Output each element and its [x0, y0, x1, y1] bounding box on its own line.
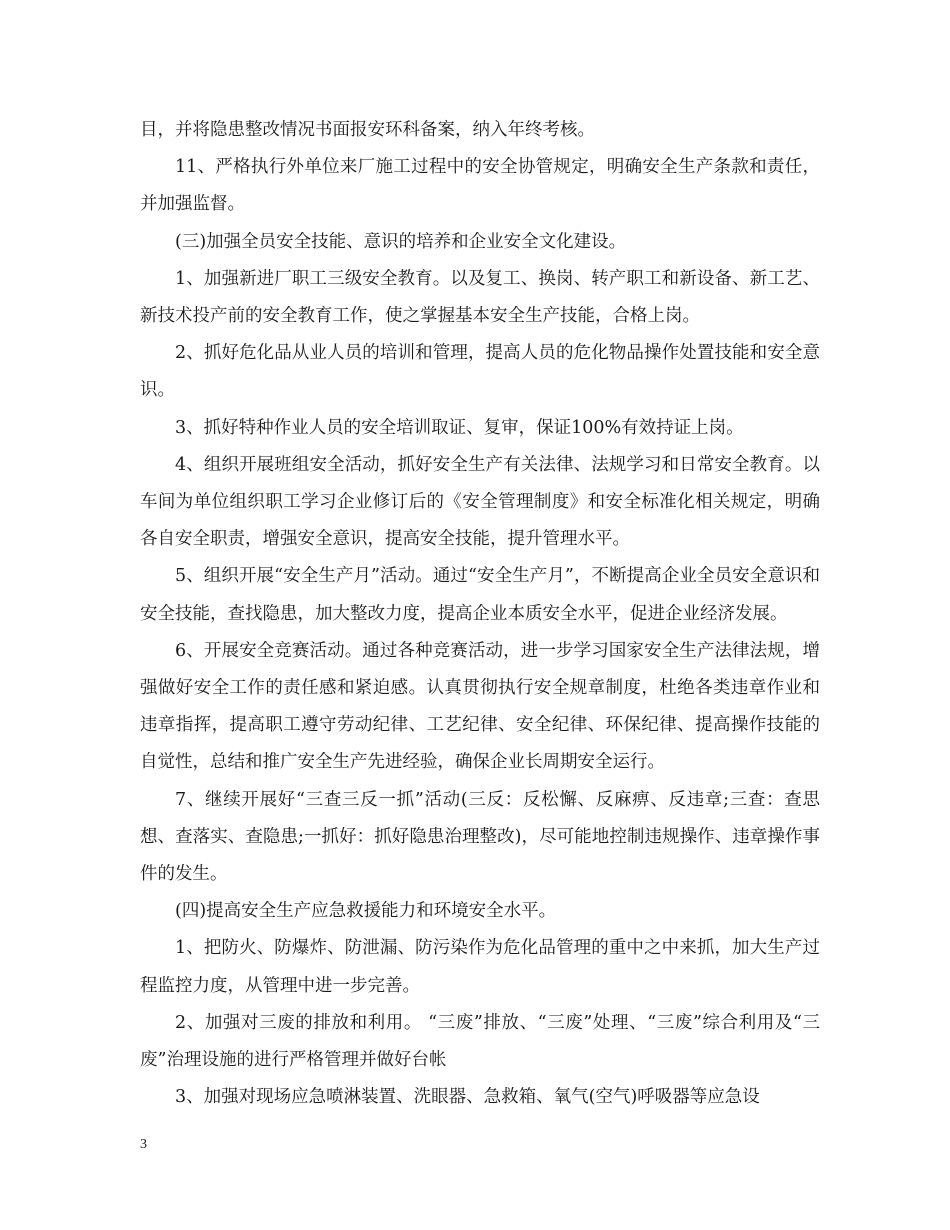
- page-number: 3: [140, 1137, 147, 1152]
- paragraph: 11、严格执行外单位来厂施工过程中的安全协管规定，明确安全生产条款和责任，并加强监督。: [140, 157, 820, 215]
- section-heading: (四)提高安全生产应急救援能力和环境安全水平。: [175, 901, 557, 922]
- paragraph: 2、加强对三废的排放和利用。 “三废”排放、“三废”处理、“三废”综合利用及“三废”治理设施的进行严格管理并做好台帐: [140, 1012, 820, 1071]
- paragraph: 1、加强新进厂职工三级安全教育。以及复工、换岗、转产职工和新设备、新工艺、新技术投产前的安全教育工作，使之掌握基本安全生产技能，合格上岗。: [140, 268, 820, 327]
- paragraph: 目，并将隐患整改情况书面报安环科备案，纳入年终考核。: [140, 120, 595, 140]
- section-heading: (三)加强全员安全技能、意识的培养和企业安全文化建设。: [175, 231, 627, 252]
- paragraph: 5、组织开展“安全生产月”活动。通过“安全生产月”，不断提高企业全员安全意识和安全技能，查找隐患，加大整改力度，提高企业本质安全水平，促进企业经济发展。: [140, 566, 820, 624]
- paragraph: 3、抓好特种作业人员的安全培训取证、复审，保证100%有效持证上岗。: [175, 417, 744, 438]
- paragraph: 6、开展安全竞赛活动。通过各种竞赛活动，进一步学习国家安全生产法律法规，增强做好安全工作的责任感和紧迫感。认真贯彻执行安全规章制度，杜绝各类违章作业和违章指挥，提高职工遵守劳动纪律、工艺纪律、安全纪律、环保纪律、提高操作技能的自觉性，总结和推广安全生产先进经验，确保企业长周期安全运行。: [140, 640, 820, 773]
- paragraph: 2、抓好危化品从业人员的培训和管理，提高人员的危化物品操作处置技能和安全意识。: [140, 343, 820, 401]
- paragraph: 7、继续开展好“三查三反一抓”活动(三反：反松懈、反麻痹、反违章;三查：查思想、查落实、查隐患;一抓好：抓好隐患治理整改)，尽可能地控制违规操作、违章操作事件的发生。: [140, 789, 820, 885]
- paragraph: 4、组织开展班组安全活动，抓好安全生产有关法律、法规学习和日常安全教育。以车间为单位组织职工学习企业修订后的《安全管理制度》和安全标准化相关规定，明确各自安全职责，增强安全意识，提高安全技能，提升管理水平。: [140, 454, 820, 550]
- paragraph: 1、把防火、防爆炸、防泄漏、防污染作为危化品管理的重中之中来抓，加大生产过程监控力度，从管理中进一步完善。: [140, 938, 820, 996]
- document-body: [140, 112, 820, 1116]
- paragraph: 3、加强对现场应急喷淋装置、洗眼器、急救箱、氧气(空气)呼吸器等应急设: [175, 1087, 760, 1108]
